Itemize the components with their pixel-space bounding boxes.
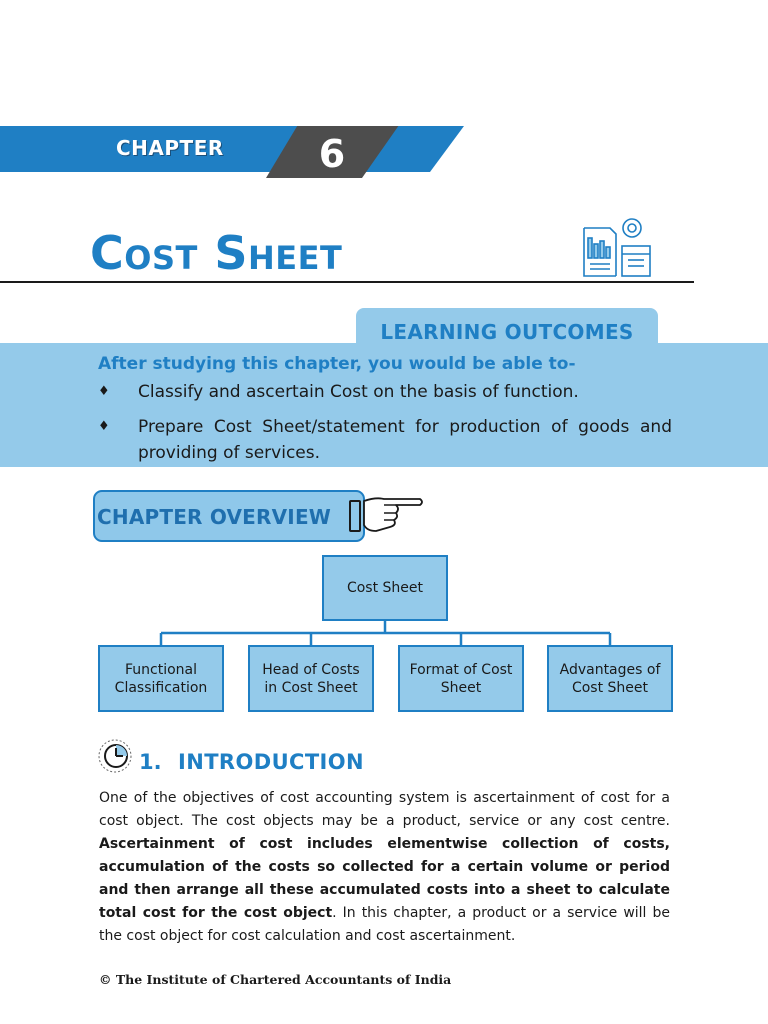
list-item	[98, 414, 672, 466]
list-item-text: Prepare Cost Sheet/statement for production of goods and providing of services.	[138, 417, 672, 463]
tree-root-node: Cost Sheet	[322, 555, 448, 621]
list-item	[98, 379, 672, 405]
introduction-paragraph	[99, 787, 670, 948]
footer-copyright: © The Institute of Chartered Accountants of India	[99, 972, 452, 987]
list-item-text: Classify and ascertain Cost on the basis of function.	[138, 382, 579, 402]
clock-icon	[97, 738, 133, 774]
page-title: Cost Sheet	[90, 226, 343, 280]
chapter-overview-heading: CHAPTER OVERVIEW	[97, 505, 332, 529]
section-title: INTRODUCTION	[178, 750, 364, 774]
tree-child-node: Format of Cost Sheet	[398, 645, 524, 712]
title-divider	[0, 281, 694, 283]
pointing-hand-icon	[362, 491, 426, 537]
overview-cuff	[349, 500, 361, 532]
bullet-icon: ♦	[98, 384, 110, 399]
learning-outcomes-intro: After studying this chapter, you would be able to-	[98, 354, 576, 374]
chapter-number: 6	[318, 132, 346, 176]
report-chart-icon	[580, 214, 656, 278]
banner-blue-strip	[0, 126, 464, 172]
chapter-label: CHAPTER	[116, 136, 224, 160]
section-number: 1.	[139, 750, 162, 774]
tree-child-node: Functional Classification	[98, 645, 224, 712]
tree-child-node: Advantages of Cost Sheet	[547, 645, 673, 712]
tree-child-node: Head of Costs in Cost Sheet	[248, 645, 374, 712]
bullet-icon: ♦	[98, 419, 110, 434]
paragraph-bold-text: Ascertainment of cost includes elementwise collection of costs, accumulation of the costs so collected for a certain volume or period and then arrange all these accumulated costs into a sheet to calculate total cost for the cost object	[99, 836, 670, 921]
paragraph-text: . In this chapter, a product or a service will be the cost object for cost calculation and cost ascertainment.	[99, 905, 670, 944]
paragraph-text: One of the objectives of cost accounting system is ascertainment of cost for a cost object. The cost objects may be a product, service or any cost centre.	[99, 790, 670, 829]
learning-outcomes-heading: LEARNING OUTCOMES	[380, 320, 634, 344]
